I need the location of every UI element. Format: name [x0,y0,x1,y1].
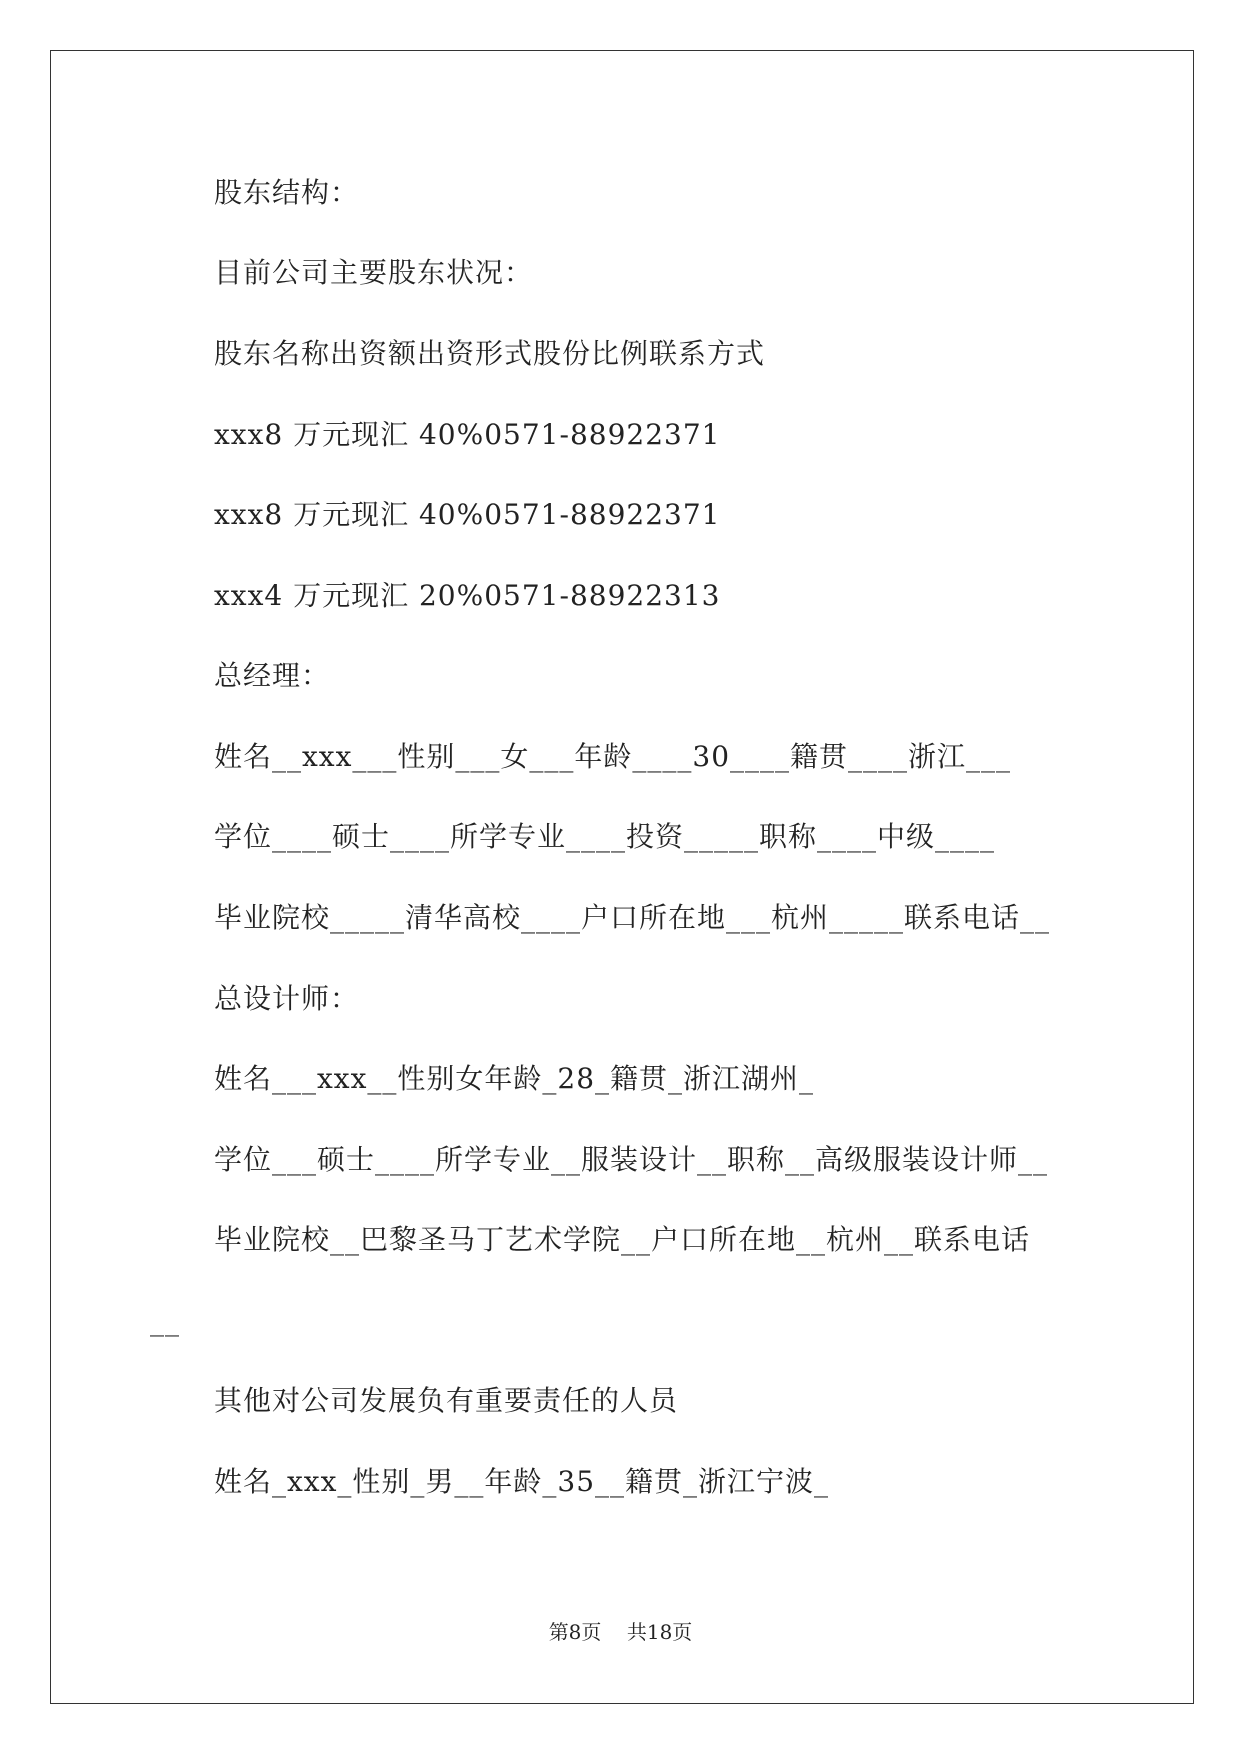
text-line: 毕业院校__巴黎圣马丁艺术学院__户口所在地__杭州__联系电话 [214,1223,1031,1256]
text-line: 目前公司主要股东状况： [214,256,534,289]
text-line: 股东名称出资额出资形式股份比例联系方式 [214,337,766,370]
text-line: 姓名__xxx___性别___女___年龄____30____籍贯____浙江___ [214,740,1012,773]
text-line: xxx8 万元现汇 40%0571-88922371 [214,418,721,451]
text-line: 姓名_xxx_性别_男__年龄_35__籍贯_浙江宁波_ [214,1465,830,1498]
text-line: 学位____硕士____所学专业____投资_____职称____中级____ [214,820,996,853]
text-line: 股东结构： [214,176,360,209]
page-border [50,50,1194,1704]
text-line: 总设计师： [214,982,360,1015]
page-number: 第8页 共18页 [548,1620,693,1644]
text-line: xxx4 万元现汇 20%0571-88922313 [214,579,721,612]
text-line: 毕业院校_____清华高校____户口所在地___杭州_____联系电话__ [214,901,1051,934]
text-line: 姓名___xxx__性别女年龄_28_籍贯_浙江湖州_ [214,1062,815,1095]
text-line: 总经理： [214,659,331,692]
text-line: xxx8 万元现汇 40%0571-88922371 [214,498,721,531]
text-line: __ [150,1304,180,1337]
text-line: 其他对公司发展负有重要责任的人员 [214,1384,679,1417]
text-line: 学位___硕士____所学专业__服装设计__职称__高级服装设计师__ [214,1143,1049,1176]
